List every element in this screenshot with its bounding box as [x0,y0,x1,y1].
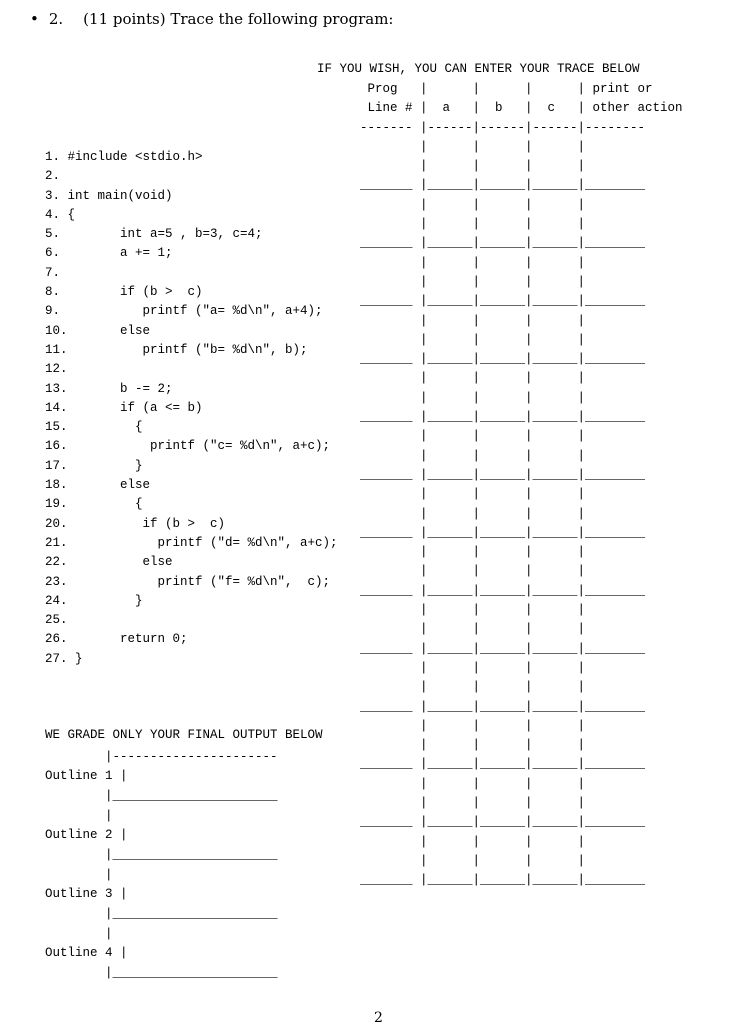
bullet: • [30,10,39,28]
outline-row: Outline 3 | [45,887,128,902]
trace-row[interactable]: | | | | [360,718,586,733]
outline-top-rule: | [45,927,113,941]
code-line: 27. } [45,651,83,666]
trace-header: IF YOU WISH, YOU CAN ENTER YOUR TRACE BELOW [317,62,640,76]
trace-row[interactable]: | | | | [360,564,586,579]
outline-4[interactable] [45,925,278,983]
code-line: 7. [45,265,61,280]
question-number: 2. [48,10,64,28]
code-line: 5. int a=5 , b=3, c=4; [45,227,263,242]
outline-label: Outline 1 [45,769,113,784]
question-heading [30,10,393,28]
trace-row[interactable]: | | | | [360,255,586,270]
code-line: 9. printf ("a= %d\n", a+4); [45,304,323,319]
trace-row[interactable]: _______ |______|______|______|________ [360,699,646,714]
trace-row[interactable]: | | | | [360,332,586,347]
code-line: 18. else [45,478,151,493]
trace-row[interactable]: | | | | [360,217,586,232]
trace-row[interactable]: _______ |______|______|______|________ [360,641,646,656]
outline-3[interactable] [45,866,278,924]
trace-row[interactable]: | | | | [360,660,586,675]
code-line: 20. if (b > c) [45,516,226,531]
outline-label: Outline 2 [45,828,113,843]
code-line: 3. int main(void) [45,188,173,203]
outline-top-rule: | [45,809,113,823]
trace-row[interactable]: Prog | | | | print or [360,82,653,96]
code-line: 1. #include <stdio.h> [45,150,203,164]
code-line: 16. printf ("c= %d\n", a+c); [45,439,331,454]
code-line: 23. printf ("f= %d\n", c); [45,574,331,589]
trace-row[interactable]: | | | | [360,390,586,405]
code-line: 24. } [45,593,143,608]
question-text: (11 points) Trace the following program: [83,10,394,28]
trace-row[interactable]: | | | | [360,853,586,868]
code-line: 21. printf ("d= %d\n", a+c); [45,535,338,550]
output-title: WE GRADE ONLY YOUR FINAL OUTPUT BELOW [45,728,323,742]
code-line: 15. { [45,420,143,435]
trace-row[interactable]: | | | | [360,371,586,386]
outline-bottom-rule: |______________________ [45,788,278,803]
outline-row: Outline 2 | [45,828,128,843]
trace-row[interactable]: | | | | [360,603,586,618]
trace-row[interactable]: _______ |______|______|______|________ [360,294,646,309]
trace-row[interactable]: | | | | [360,795,586,810]
trace-row[interactable]: _______ |______|______|______|________ [360,236,646,251]
trace-row[interactable]: _______ |______|______|______|________ [360,873,646,888]
outline-row: Outline 4 | [45,946,128,961]
trace-row[interactable]: | | | | [360,139,586,154]
trace-row[interactable]: | | | | [360,834,586,849]
code-line: 26. return 0; [45,632,188,647]
trace-row[interactable]: | | | | [360,680,586,695]
outline-label: Outline 4 [45,946,113,961]
trace-row[interactable]: _______ |______|______|______|________ [360,815,646,830]
trace-row[interactable]: _______ |______|______|______|________ [360,352,646,367]
trace-row[interactable]: | | | | [360,506,586,521]
outline-1[interactable] [45,748,278,806]
outline-top-rule: |---------------------- [45,750,278,764]
trace-row[interactable]: | | | | [360,159,586,174]
code-line: 25. [45,613,68,628]
trace-row[interactable]: _______ |______|______|______|________ [360,525,646,540]
trace-row[interactable]: | | | | [360,487,586,502]
trace-row[interactable]: _______ |______|______|______|________ [360,757,646,772]
trace-row[interactable]: | | | | [360,622,586,637]
trace-row[interactable]: | | | | [360,776,586,791]
code-line: 4. { [45,207,76,222]
code-line: 2. [45,169,61,184]
trace-row[interactable]: _______ |______|______|______|________ [360,178,646,193]
code-line: 19. { [45,497,143,512]
outline-top-rule: | [45,868,113,882]
outline-bottom-rule: |______________________ [45,965,278,980]
code-line: 8. if (b > c) [45,285,203,300]
trace-row[interactable]: | | | | [360,274,586,289]
program-listing [45,148,338,669]
code-line: 10. else [45,323,151,338]
trace-row[interactable]: | | | | [360,313,586,328]
outline-row: Outline 1 | [45,769,128,784]
trace-row[interactable]: | | | | [360,738,586,753]
code-line: 12. [45,362,68,377]
trace-row[interactable]: Line # | a | b | c | other action [360,101,683,116]
trace-row[interactable]: | | | | [360,448,586,463]
code-line: 13. b -= 2; [45,381,173,396]
outline-bottom-rule: |______________________ [45,847,278,862]
trace-row[interactable]: _______ |______|______|______|________ [360,467,646,482]
trace-row[interactable]: | | | | [360,197,586,212]
outline-2[interactable] [45,807,278,865]
code-line: 11. printf ("b= %d\n", b); [45,342,308,357]
code-line: 22. else [45,555,173,570]
trace-row[interactable]: | | | | [360,429,586,444]
trace-row[interactable]: _______ |______|______|______|________ [360,583,646,598]
outline-label: Outline 3 [45,887,113,902]
trace-row[interactable]: ------- |------|------|------|-------- [360,120,646,135]
code-line: 6. a += 1; [45,246,173,261]
trace-table[interactable] [360,80,683,890]
page-number: 2 [374,1010,383,1026]
code-line: 14. if (a <= b) [45,400,203,415]
trace-row[interactable]: _______ |______|______|______|________ [360,410,646,425]
outline-bottom-rule: |______________________ [45,906,278,921]
trace-row[interactable]: | | | | [360,545,586,560]
code-line: 17. } [45,458,143,473]
